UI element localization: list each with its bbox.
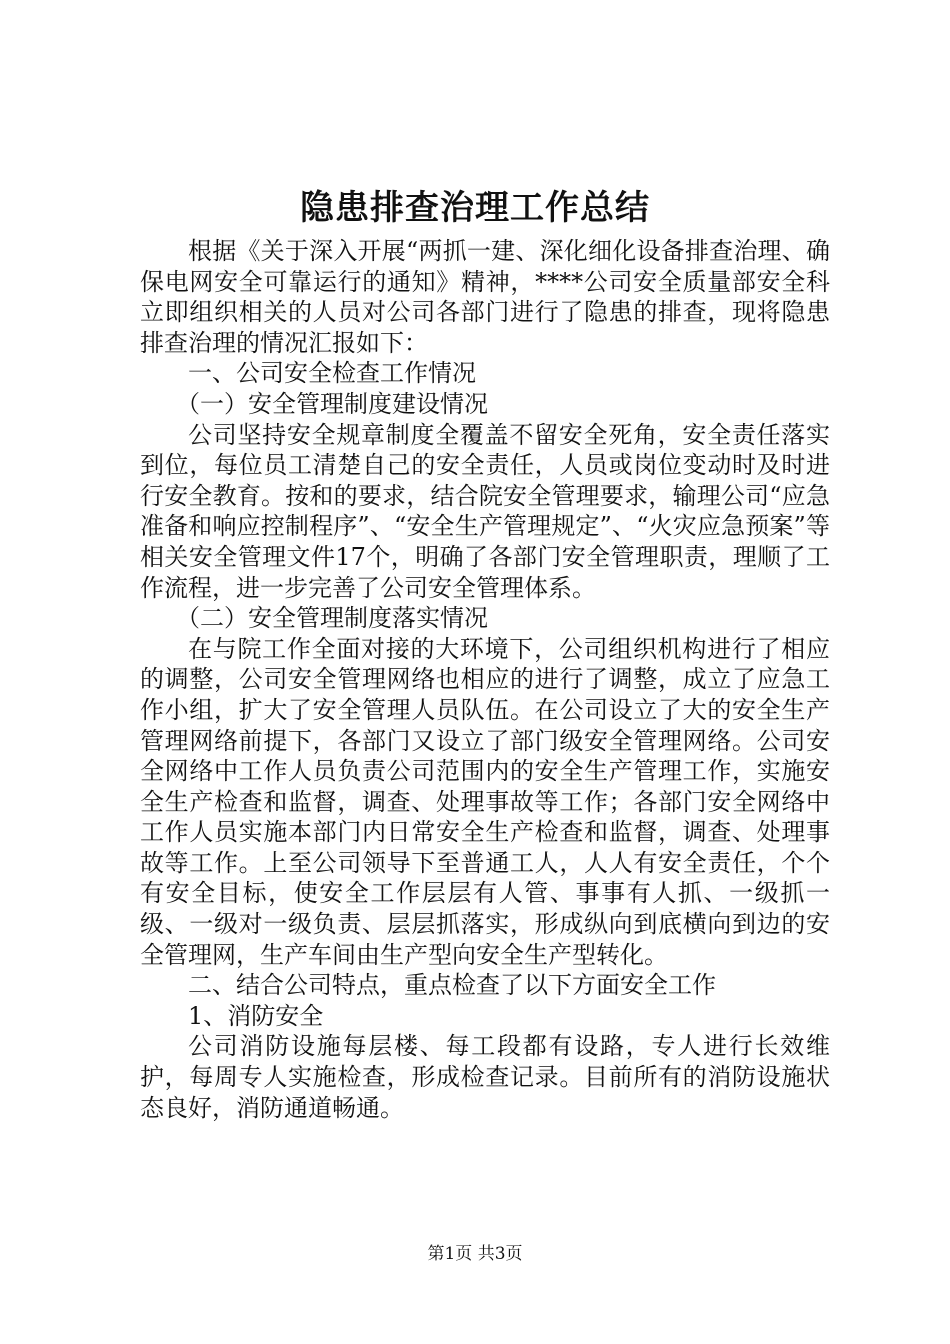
subsection-heading-2: （二）安全管理制度落实情况	[176, 604, 488, 633]
item-heading-fire-safety: 1、消防安全	[188, 1001, 324, 1030]
page-indicator: 第1页 共3页	[427, 1244, 523, 1264]
paragraph-fire-safety: 公司消防设施每层楼、每工段都有设路，专人进行长效维护，每周专人实施检查，形成检查记录。目前所有的消防设施状态良好，消防通道畅通。	[140, 1032, 830, 1122]
subsection-heading-1: （一）安全管理制度建设情况	[176, 389, 488, 418]
paragraph-intro: 根据《关于深入开展“两抓一建、深化细化设备排查治理、确保电网安全可靠运行的通知》精神，****公司安全质量部安全科立即组织相关的人员对公司各部门进行了隐患的排查，现将隐患排查治理的情况汇报如下：	[140, 237, 830, 357]
paragraph-system-implementation: 在与院工作全面对接的大环境下，公司组织机构进行了相应的调整，公司安全管理网络也相应的进行了调整，成立了应急工作小组，扩大了安全管理人员队伍。在公司设立了大的安全生产管理网络前提下，各部门又设立了部门级安全管理网络。公司安全网络中工作人员负责公司范围内的安全生产管理工作，实施安全生产检查和监督，调查、处理事故等工作；各部门安全网络中工作人员实施本部门内日常安全生产检查和监督，调查、处理事故等工作。上至公司领导下至普通工人，人人有安全责任，个个有安全目标，使安全工作层层有人管、事事有人抓、一级抓一级、一级对一级负责、层层抓落实，形成纵向到底横向到边的安全管理网，生产车间由生产型向安全生产型转化。	[140, 634, 830, 969]
document-title: 隐患排查治理工作总结	[300, 188, 650, 228]
section-heading-2: 二、结合公司特点，重点检查了以下方面安全工作	[188, 971, 716, 1000]
paragraph-system-construction: 公司坚持安全规章制度全覆盖不留安全死角，安全责任落实到位，每位员工清楚自己的安全责任，人员或岗位变动时及时进行安全教育。按和的要求，结合院安全管理要求，输理公司“应急准备和响应控制程序”、“安全生产管理规定”、“火灾应急预案”等相关安全管理文件17个，明确了各部门安全管理职责，理顺了工作流程，进一步完善了公司安全管理体系。	[140, 420, 830, 602]
document-body	[140, 236, 830, 1123]
section-heading-1: 一、公司安全检查工作情况	[188, 359, 476, 388]
